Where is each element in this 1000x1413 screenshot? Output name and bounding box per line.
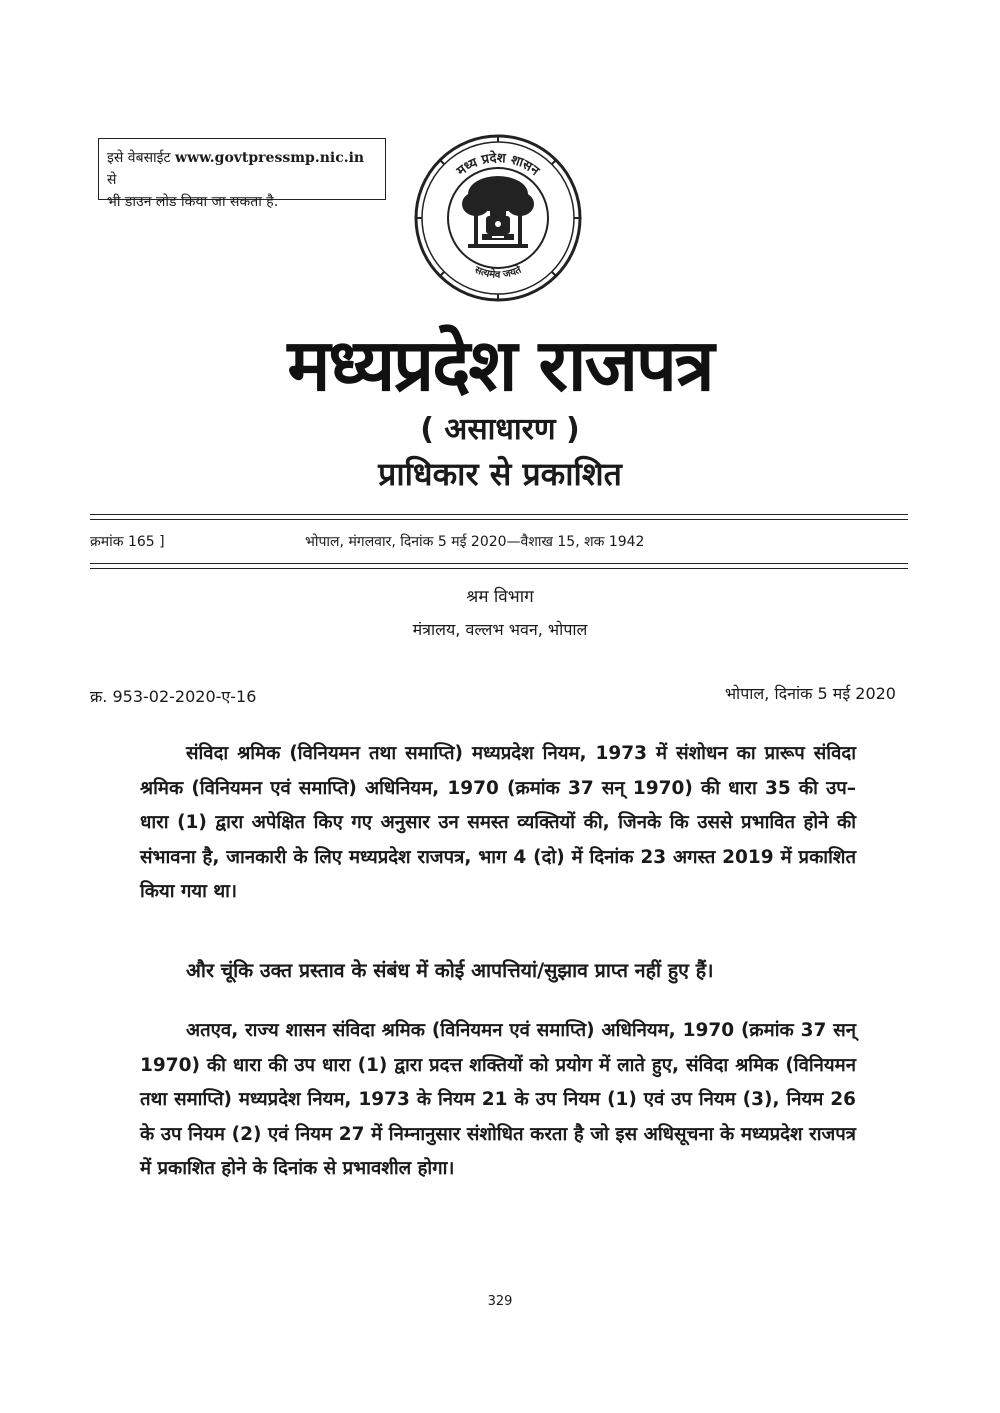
header-rule-top — [90, 514, 908, 515]
gazette-masthead: मध्यप्रदेश राजपत्र — [287, 323, 713, 407]
header-rule-top-inner — [90, 519, 908, 520]
header-rule-bottom-inner — [90, 568, 908, 569]
state-emblem-seal — [412, 132, 584, 304]
emblem-motto: सत्यमेव जयते — [472, 264, 524, 281]
order-number: क्र. 953-02-2020-ए-16 — [90, 687, 257, 706]
header-rule-bottom — [90, 563, 908, 564]
edition-label: ( असाधारण ) — [420, 412, 580, 447]
body-paragraph-1: संविदा श्रमिक (विनियमन तथा समाप्ति) मध्यप्रदेश नियम, 1973 में संशोधन का प्रारूप संविदा श्रमिक (विनियमन एवं समाप्ति) अधिनियम, 1970 (क्रमांक 37 सन् 1970) की धारा 35 की उप–धारा (1) द्वारा अपेक्षित किए गए अनुसार उन समस्त व्यक्तियों की, जिनके कि उससे प्रभावित होने की संभावना है, जानकारी के लिए मध्यप्रदेश राजपत्र, भाग 4 (दो) में दिनांक 23 अगस्त 2019 में प्रकाशित किया गया था। — [140, 743, 856, 902]
department-address: मंत्रालय, वल्लभ भवन, भोपाल — [412, 620, 588, 639]
body-paragraph-3: अतएव, राज्य शासन संविदा श्रमिक (विनियमन एवं समाप्ति) अधिनियम, 1970 (क्रमांक 37 सन् 1970) की धारा की उप धारा (1) द्वारा प्रदत्त शक्तियों को प्रयोग में लाते हुए, संविदा श्रमिक (विनियमन तथा समाप्ति) मध्यप्रदेश नियम, 1973 के नियम 21 के उप नियम (1) एवं उप नियम (3), नियम 26 के उप नियम (2) एवं नियम 27 में निम्नानुसार संशोधित करता है जो इस अधिसूचना के मध्यप्रदेश राजपत्र में प्रकाशित होने के दिनांक से प्रभावशील होगा। — [140, 1020, 856, 1179]
notice-line2: भी डाउन लोड किया जा सकता है. — [107, 194, 279, 210]
emblem-arc-text: मध्य प्रदेश शासन — [454, 150, 542, 180]
notice-prefix: इसे वेबसाईट — [107, 150, 171, 166]
svg-text:मध्य प्रदेश शासन — [453, 150, 542, 180]
website-link[interactable]: www.govtpressmp.nic.in — [175, 150, 365, 166]
issue-number: क्रमांक 165 ] — [90, 534, 165, 550]
notice-suffix: से — [107, 172, 117, 188]
download-notice-box — [98, 138, 386, 210]
page-number: 329 — [487, 1294, 513, 1309]
authority-label: प्राधिकार से प्रकाशित — [378, 455, 622, 493]
issue-date-line: भोपाल, मंगलवार, दिनांक 5 मई 2020—वैशाख 15, शक 1942 — [305, 534, 645, 550]
body-paragraph-2: और चूंकि उक्त प्रस्ताव के संबंध में कोई आपत्तियां/सुझाव प्राप्त नहीं हुए हैं। — [186, 959, 714, 982]
department-name: श्रम विभाग — [466, 587, 534, 607]
order-date: भोपाल, दिनांक 5 मई 2020 — [724, 684, 896, 703]
